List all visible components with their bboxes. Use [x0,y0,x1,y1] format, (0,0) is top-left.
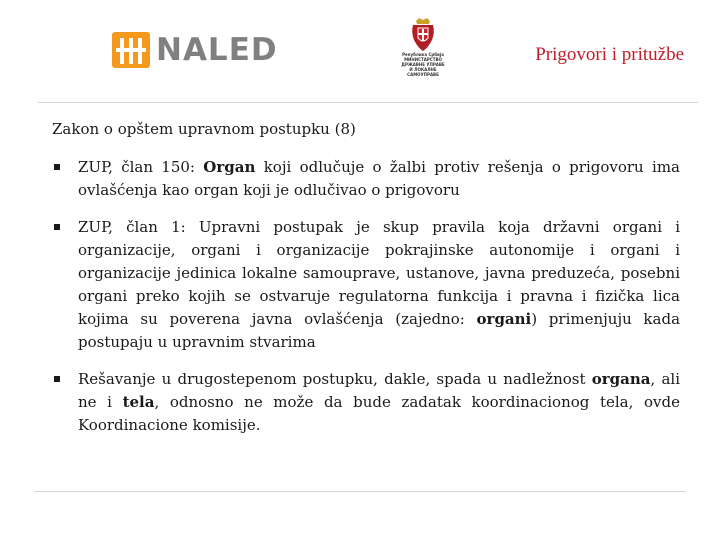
naled-logo [112,32,278,68]
bottom-divider [34,491,686,492]
serbian-coat-of-arms-icon [410,18,436,52]
bullet-square-icon [54,224,60,230]
bullet-list [52,156,680,437]
slide-header [0,0,720,100]
naled-logo-icon [112,32,150,68]
bullet-square-icon [54,376,60,382]
slide-heading: Zakon o opštem upravnom postupku (8) [52,120,356,138]
ministry-name: Република Србија МИНИСТАРСТВО ДРЖАВНЕ УПРАВЕ И ЛОКАЛНЕ САМОУПРАВЕ [401,52,445,77]
list-item: Rešavanje u drugostepenom postupku, dakle, spada u nadležnost organa, ali ne i tela, odnosno ne može da bude zadatak koordinacionog tela, ovde Koordinacione komisije. [52,368,680,437]
list-item: ZUP, član 1: Upravni postupak je skup pravila koja državni organi i organizacije, organi i organizacije pokrajinske autonomije i organi i organizacije jedinica lokalne samouprave, ustanove, javna preduzeća, posebni organi preko kojih se ostvaruje regulatorna funkcija i pravna i fizička lica kojima su poverena javna ovlašćenja (zajedno: organi) primenjuju kada postupaju u upravnim stvarima [52,216,680,354]
naled-logo-text: NALED [156,32,278,68]
slide-section-title: Prigovori i pritužbe [535,44,684,65]
list-item: ZUP, član 150: Organ koji odlučuje o žalbi protiv rešenja o prigovoru ima ovlašćenja kao organ koji je odlučivao o prigovoru [52,156,680,202]
top-divider [38,102,698,103]
bullet-square-icon [54,164,60,170]
slide-body [52,120,680,451]
ministry-crest [400,18,446,77]
